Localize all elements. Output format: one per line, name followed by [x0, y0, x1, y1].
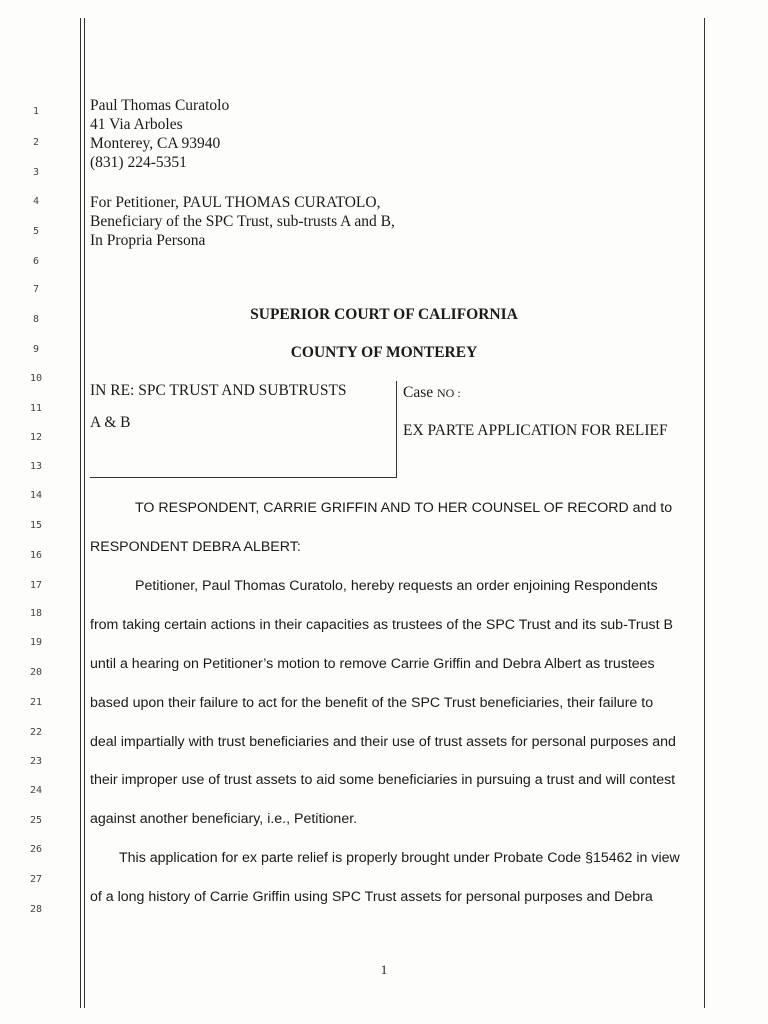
- caption-in-re-line1: IN RE: SPC TRUST AND SUBTRUSTS: [90, 382, 347, 399]
- line-number: 7: [32, 284, 40, 295]
- representation-line: In Propria Persona: [90, 232, 206, 249]
- line-number: 2: [32, 137, 40, 148]
- line-number: 22: [29, 727, 43, 738]
- left-margin-rule-outer: [80, 18, 81, 1008]
- line-number: 12: [29, 432, 43, 443]
- body-line: based upon their failure to act for the benefit of the SPC Trust beneficiaries, their failure to: [90, 695, 654, 711]
- line-number: 28: [29, 904, 43, 915]
- line-number: 11: [29, 403, 43, 414]
- body-line: This application for ex parte relief is properly brought under Probate Code §15462 in view: [119, 850, 680, 866]
- court-county: COUNTY OF MONTEREY: [290, 344, 478, 361]
- body-line: Petitioner, Paul Thomas Curatolo, hereby requests an order enjoining Respondents: [135, 578, 658, 594]
- line-number: 16: [29, 550, 43, 561]
- caption-bottom-rule: [90, 477, 397, 478]
- attorney-street: 41 Via Arboles: [90, 116, 183, 133]
- line-number: 20: [29, 667, 43, 678]
- caption-in-re-line2: A & B: [90, 414, 131, 431]
- court-name: SUPERIOR COURT OF CALIFORNIA: [250, 306, 518, 323]
- representation-block: [90, 193, 395, 250]
- body-line: deal impartially with trust beneficiaries and their use of trust assets for personal purposes and: [90, 734, 676, 750]
- attorney-city: Monterey, CA 93940: [90, 135, 221, 152]
- line-number: 25: [29, 815, 43, 826]
- attorney-name: Paul Thomas Curatolo: [90, 97, 230, 114]
- line-number: 18: [29, 608, 43, 619]
- body-line: their improper use of trust assets to aid some beneficiaries in pursuing a trust and will contest: [90, 772, 676, 788]
- body-line: from taking certain actions in their capacities as trustees of the SPC Trust and its sub-Trust B: [90, 617, 673, 633]
- body-line: TO RESPONDENT, CARRIE GRIFFIN AND TO HER COUNSEL OF RECORD and to: [135, 500, 673, 516]
- line-number: 3: [32, 167, 40, 178]
- line-number: 6: [32, 256, 40, 267]
- line-number: 9: [32, 344, 40, 355]
- caption-divider: [396, 381, 397, 478]
- body-line: RESPONDENT DEBRA ALBERT:: [90, 539, 301, 555]
- line-number: 1: [32, 106, 40, 117]
- body-line: against another beneficiary, i.e., Petitioner.: [90, 811, 358, 827]
- line-number: 14: [29, 490, 43, 501]
- line-number: 17: [29, 580, 43, 591]
- attorney-address-block: [90, 96, 229, 172]
- case-no-label: NO :: [437, 386, 461, 400]
- line-number: 27: [29, 874, 43, 885]
- line-number: 15: [29, 520, 43, 531]
- line-number: 5: [32, 226, 40, 237]
- line-number: 8: [32, 314, 40, 325]
- document-title: EX PARTE APPLICATION FOR RELIEF: [403, 422, 668, 439]
- line-number: 26: [29, 844, 43, 855]
- case-number-label: [403, 384, 461, 402]
- left-margin-rule-inner: [84, 18, 85, 1008]
- attorney-phone: (831) 224-5351: [90, 154, 187, 171]
- line-number: 23: [29, 756, 43, 767]
- case-label: Case: [403, 384, 434, 401]
- representation-line: For Petitioner, PAUL THOMAS CURATOLO,: [90, 194, 381, 211]
- page-number: 1: [380, 962, 388, 977]
- body-line: of a long history of Carrie Griffin using SPC Trust assets for personal purposes and Debra: [90, 889, 653, 905]
- line-number: 19: [29, 637, 43, 648]
- representation-line: Beneficiary of the SPC Trust, sub-trusts A and B,: [90, 213, 395, 230]
- body-line: until a hearing on Petitioner’s motion to remove Carrie Griffin and Debra Albert as trustees: [90, 656, 655, 672]
- line-number: 10: [29, 373, 43, 384]
- line-number: 24: [29, 785, 43, 796]
- line-number: 21: [29, 697, 43, 708]
- right-margin-rule: [704, 18, 705, 1008]
- line-number: 13: [29, 461, 43, 472]
- line-number: 4: [32, 196, 40, 207]
